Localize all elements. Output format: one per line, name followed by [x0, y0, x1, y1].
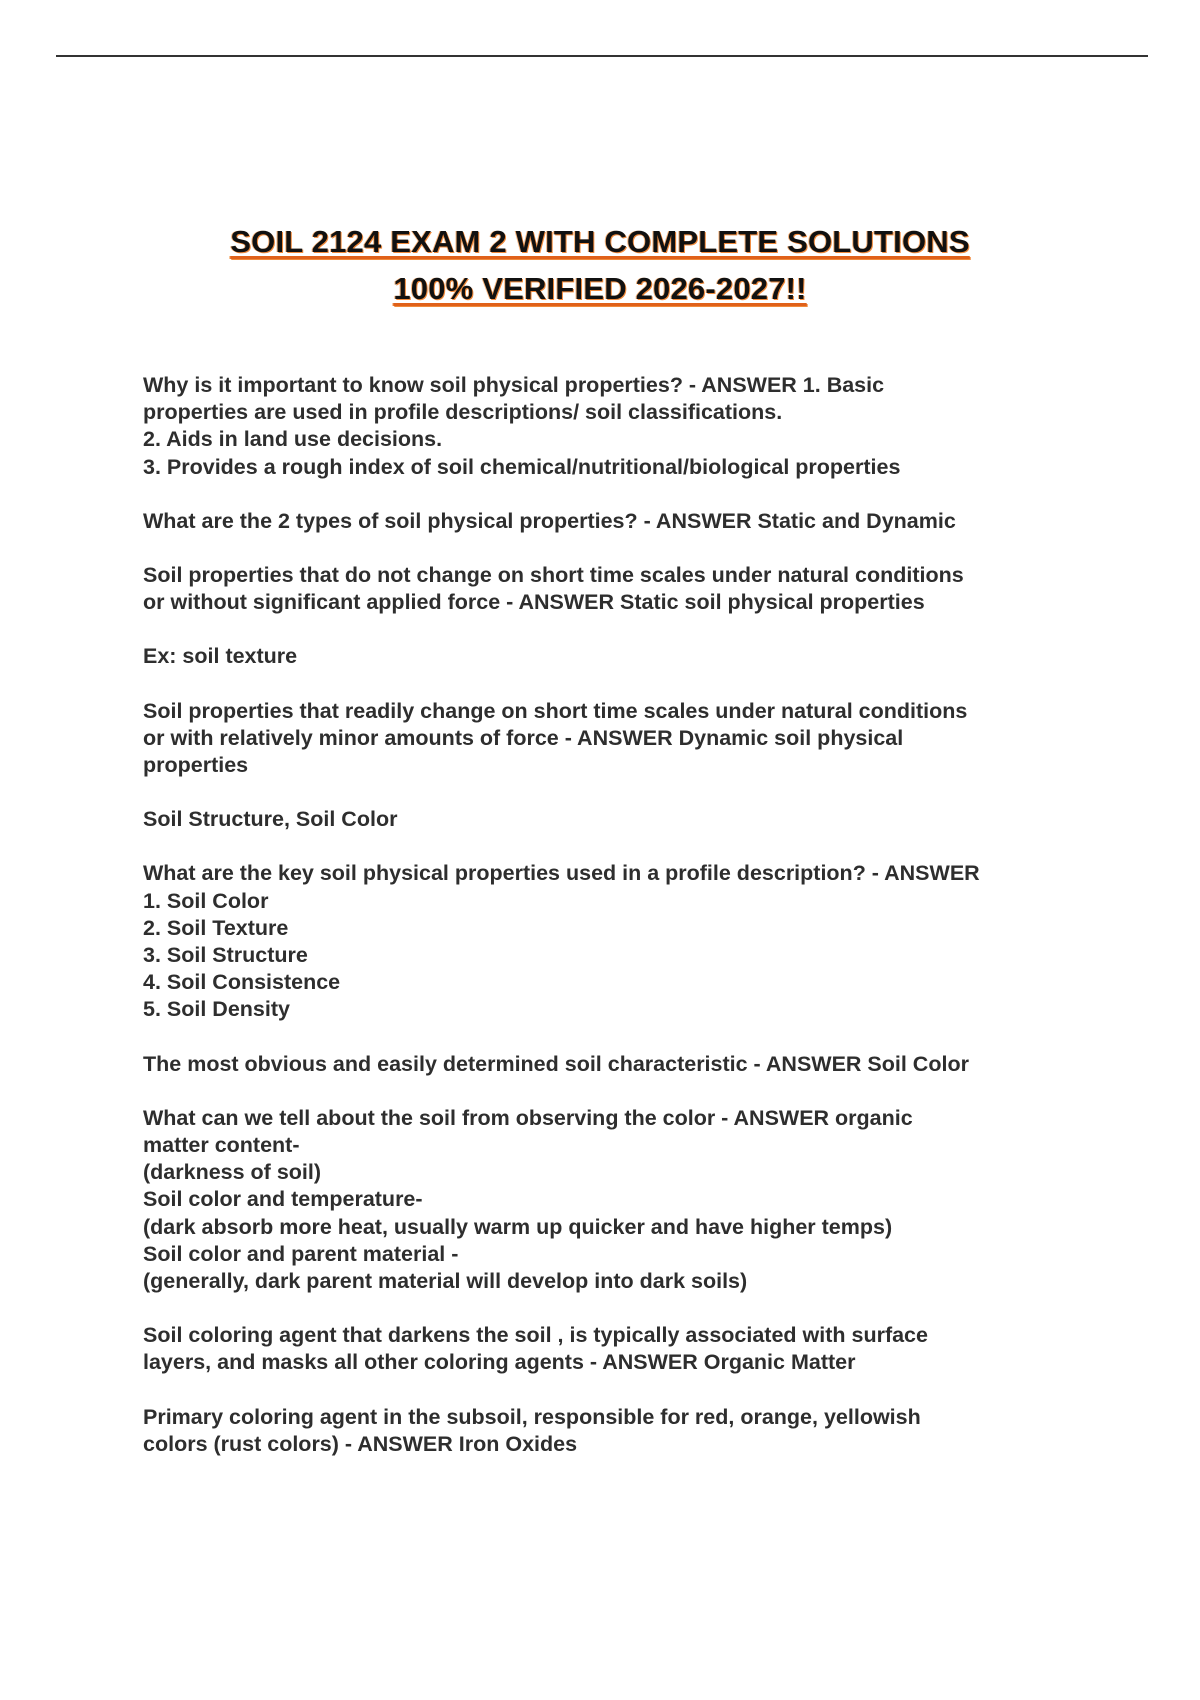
qa-text-line: 2. Soil Texture — [143, 915, 289, 940]
qa-text-line: Soil properties that do not change on short time scales under natural conditions — [143, 563, 964, 588]
qa-text-line: or with relatively minor amounts of force - ANSWER Dynamic soil physical — [143, 725, 904, 750]
qa-block — [143, 860, 1093, 1023]
qa-text-line: Ex: soil texture — [143, 644, 298, 669]
qa-text-line: properties are used in profile descriptions/ soil classifications. — [143, 400, 783, 425]
qa-block — [143, 1105, 1093, 1295]
top-divider-line — [56, 55, 1148, 57]
qa-text-line: The most obvious and easily determined soil characteristic - ANSWER Soil Color — [143, 1051, 969, 1076]
qa-text-line: layers, and masks all other coloring agents - ANSWER Organic Matter — [143, 1350, 856, 1375]
title-line-1: SOIL 2124 EXAM 2 WITH COMPLETE SOLUTIONS — [230, 224, 970, 259]
qa-text-line: (dark absorb more heat, usually warm up quicker and have higher temps) — [143, 1214, 893, 1239]
qa-block — [143, 508, 1093, 535]
qa-text-line: What can we tell about the soil from observing the color - ANSWER organic — [143, 1105, 913, 1130]
qa-block — [143, 1051, 1093, 1078]
qa-text-line: 5. Soil Density — [143, 997, 290, 1022]
qa-block — [143, 643, 1093, 670]
qa-text-line: Primary coloring agent in the subsoil, responsible for red, orange, yellowish — [143, 1404, 921, 1429]
qa-text-line: Soil Structure, Soil Color — [143, 807, 398, 832]
qa-block — [143, 698, 1093, 780]
qa-text-line: properties — [143, 753, 249, 778]
qa-content — [143, 372, 1093, 1485]
title-line-2: 100% VERIFIED 2026-2027!! — [393, 271, 807, 306]
qa-text-line: Soil properties that readily change on short time scales under natural conditions — [143, 698, 968, 723]
qa-text-line: (darkness of soil) — [143, 1160, 322, 1185]
qa-text-line: Soil color and temperature- — [143, 1187, 423, 1212]
qa-text-line: Why is it important to know soil physical properties? - ANSWER 1. Basic — [143, 373, 885, 397]
qa-text-line: 3. Soil Structure — [143, 943, 308, 968]
qa-block — [143, 1322, 1093, 1376]
qa-text-line: Soil color and parent material - — [143, 1241, 459, 1266]
document-title — [0, 218, 1200, 312]
qa-text-line: colors (rust colors) - ANSWER Iron Oxides — [143, 1431, 578, 1456]
qa-text-line: What are the 2 types of soil physical properties? - ANSWER Static and Dynamic — [143, 508, 956, 533]
qa-text-line: 2. Aids in land use decisions. — [143, 427, 443, 452]
qa-block — [143, 1404, 1093, 1458]
qa-text-line: 4. Soil Consistence — [143, 970, 341, 995]
qa-text-line: Soil coloring agent that darkens the soil , is typically associated with surface — [143, 1323, 928, 1348]
qa-text-line: 1. Soil Color — [143, 888, 269, 913]
qa-text-line: (generally, dark parent material will develop into dark soils) — [143, 1269, 748, 1294]
qa-text-line: or without significant applied force - ANSWER Static soil physical properties — [143, 590, 925, 615]
qa-text-line: matter content- — [143, 1133, 300, 1158]
qa-block — [143, 372, 1093, 481]
qa-text-line: 3. Provides a rough index of soil chemical/nutritional/biological properties — [143, 454, 901, 479]
qa-block — [143, 806, 1093, 833]
qa-block — [143, 562, 1093, 616]
qa-text-line: What are the key soil physical properties used in a profile description? - ANSWER — [143, 861, 980, 886]
